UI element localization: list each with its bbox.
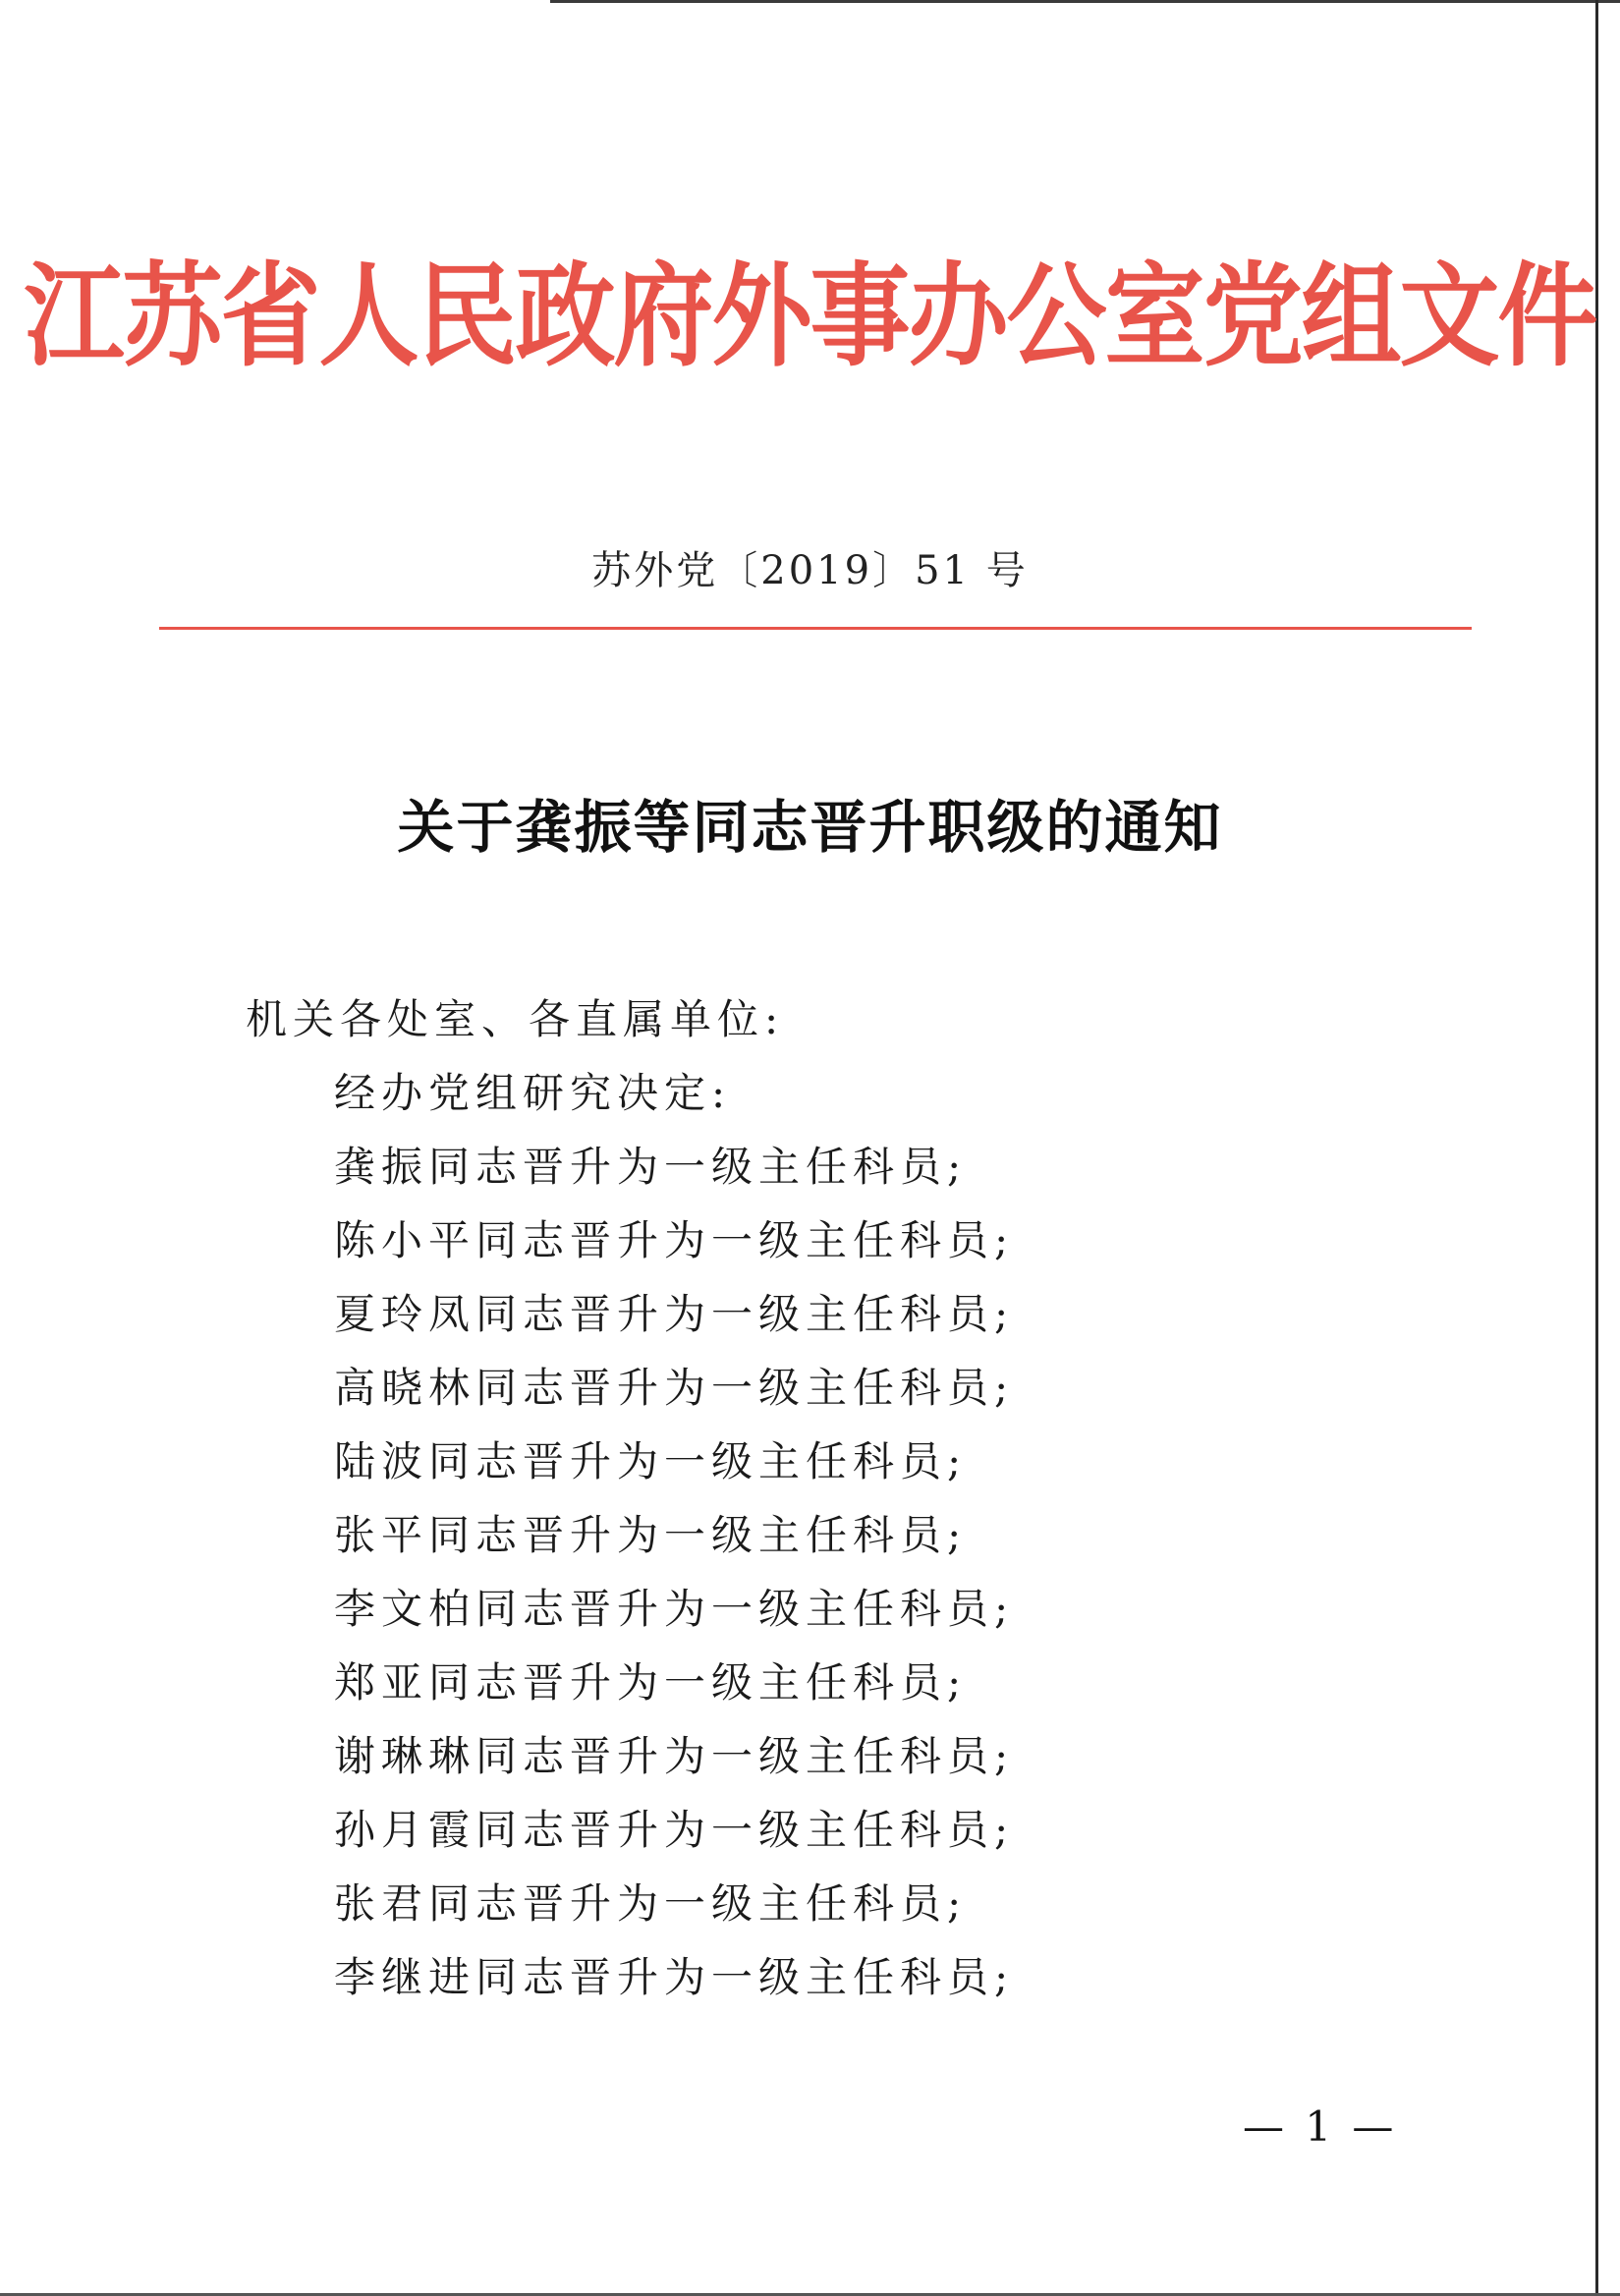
document-body: [246, 982, 1474, 2014]
list-item: 夏玲凤同志晋升为一级主任科员;: [334, 1290, 1015, 1338]
list-item: 张平同志晋升为一级主任科员;: [334, 1511, 968, 1559]
list-item: 张君同志晋升为一级主任科员;: [334, 1879, 968, 1928]
list-item: 龚振同志晋升为一级主任科员;: [334, 1143, 968, 1191]
list-item: 高晓林同志晋升为一级主任科员;: [334, 1364, 1015, 1412]
list-item: 李文柏同志晋升为一级主任科员;: [334, 1585, 1015, 1633]
red-divider-line: [159, 627, 1472, 630]
document-number: 苏外党〔2019〕51 号: [591, 548, 1029, 593]
intro-line: 经办党组研究决定:: [334, 1069, 732, 1117]
list-item: 谢琳琳同志晋升为一级主任科员;: [334, 1732, 1015, 1780]
list-item: 李继进同志晋升为一级主任科员;: [334, 1953, 1015, 2001]
page-number: — 1 —: [1243, 2102, 1398, 2151]
document-header-title: 江苏省人民政府外事办公室党组文件: [24, 250, 1596, 383]
salutation: 机关各处室、各直属单位:: [246, 995, 785, 1043]
list-item: 陈小平同志晋升为一级主任科员;: [334, 1216, 1015, 1264]
notice-title: 关于龚振等同志晋升职级的通知: [397, 794, 1223, 861]
list-item: 孙月霞同志晋升为一级主任科员;: [334, 1806, 1015, 1854]
scan-edge-top: [550, 0, 1620, 3]
list-item: 郑亚同志晋升为一级主任科员;: [334, 1658, 968, 1707]
list-item: 陆波同志晋升为一级主任科员;: [334, 1437, 968, 1485]
